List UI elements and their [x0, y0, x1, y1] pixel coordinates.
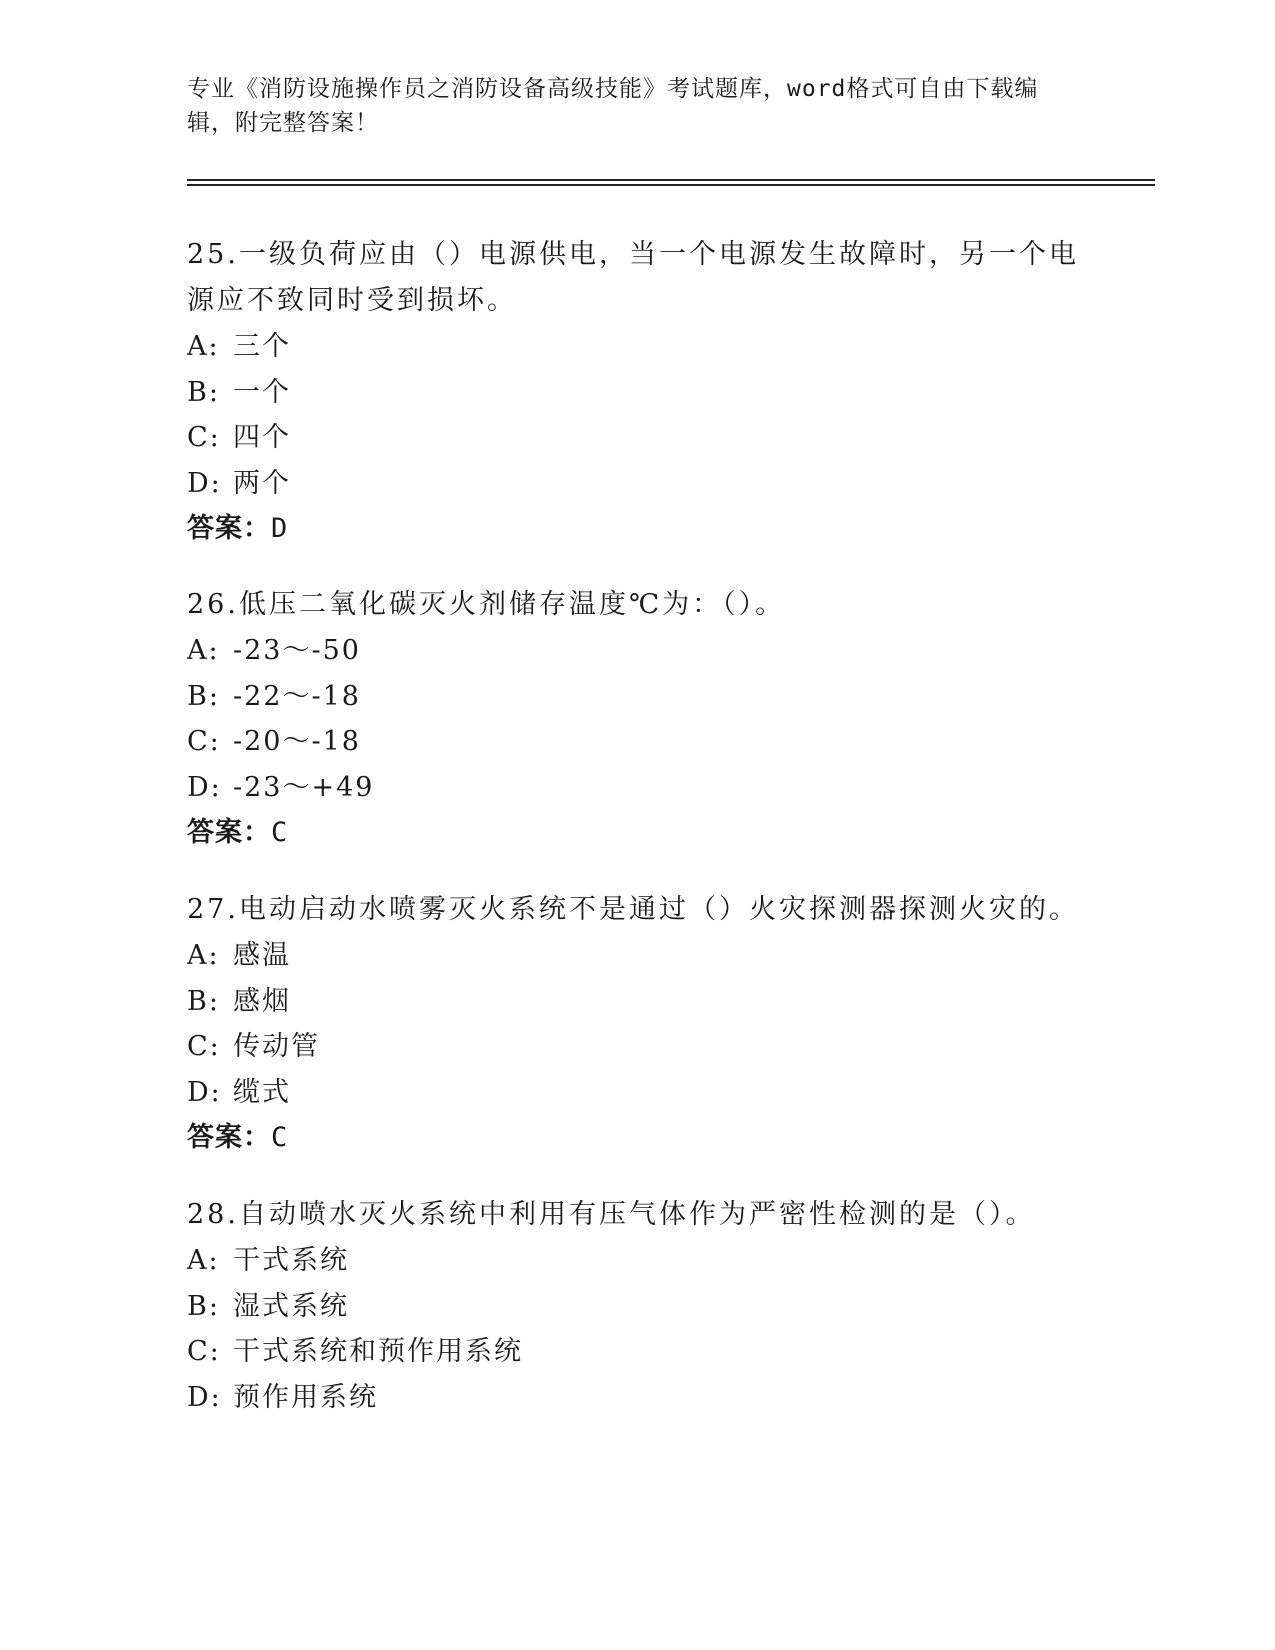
option-letter: B:: [187, 1290, 220, 1322]
option-c: [187, 415, 1087, 461]
answer-value: C: [271, 817, 289, 848]
option-letter: B:: [187, 985, 220, 1017]
option-d: [187, 1070, 1087, 1116]
option-letter: A:: [187, 635, 220, 666]
option-text: 三个: [233, 331, 291, 362]
answer-line: [187, 810, 1087, 855]
option-letter: D:: [187, 467, 222, 499]
option-c: [187, 719, 1087, 765]
option-letter: B:: [187, 376, 220, 408]
answer-label: 答案：: [187, 817, 271, 848]
option-b: [187, 674, 1087, 720]
question-stem: 28.自动喷水灭火系统中利用有压气体作为严密性检测的是（）。: [187, 1199, 1036, 1230]
option-text: 感烟: [233, 985, 291, 1017]
option-letter: B:: [187, 680, 220, 712]
option-c: [187, 1024, 1087, 1070]
option-text: 预作用系统: [233, 1381, 378, 1413]
question-stem: 25.一级负荷应由（）电源供电，当一个电源发生故障时，另一个电源应不致同时受到损坏。: [187, 239, 1079, 316]
option-text: -22～-18: [233, 680, 361, 712]
option-letter: A:: [187, 1245, 220, 1276]
option-letter: C:: [187, 1031, 221, 1062]
option-text: -20～-18: [233, 726, 361, 757]
option-d: [187, 1375, 1087, 1421]
answer-label: 答案：: [187, 513, 271, 544]
option-c: [187, 1329, 1087, 1375]
option-text: 两个: [233, 467, 291, 499]
option-b: [187, 370, 1087, 416]
option-d: [187, 765, 1087, 811]
option-text: -23～-50: [233, 635, 361, 666]
option-text: 湿式系统: [233, 1290, 349, 1322]
option-letter: C:: [187, 1336, 221, 1367]
question-25: [187, 232, 1087, 551]
header-divider-top: [187, 179, 1155, 181]
answer-value: D: [271, 513, 289, 544]
option-letter: C:: [187, 726, 221, 757]
option-a: [187, 933, 1087, 979]
option-text: 干式系统: [233, 1245, 349, 1276]
option-a: [187, 628, 1087, 674]
question-28: [187, 1192, 1087, 1420]
option-letter: D:: [187, 1381, 222, 1413]
option-b: [187, 1284, 1087, 1330]
question-stem: 27.电动启动水喷雾灭火系统不是通过（）火灾探测器探测火灾的。: [187, 894, 1079, 925]
option-letter: D:: [187, 1076, 222, 1108]
option-a: [187, 324, 1087, 370]
option-text: 感温: [233, 940, 291, 971]
option-text: 干式系统和预作用系统: [233, 1336, 523, 1367]
option-letter: A:: [187, 940, 220, 971]
answer-label: 答案：: [187, 1122, 271, 1153]
option-text: 传动管: [233, 1031, 320, 1062]
option-letter: C:: [187, 422, 221, 453]
option-b: [187, 979, 1087, 1025]
question-27: [187, 887, 1087, 1160]
option-d: [187, 461, 1087, 507]
question-26: [187, 582, 1087, 855]
option-text: 一个: [233, 376, 291, 408]
answer-value: C: [271, 1122, 289, 1153]
option-letter: A:: [187, 331, 220, 362]
option-letter: D:: [187, 771, 222, 803]
question-stem: 26.低压二氧化碳灭火剂储存温度℃为：（）。: [187, 589, 786, 620]
header-divider-bottom: [187, 184, 1155, 186]
option-text: 缆式: [233, 1076, 291, 1108]
answer-line: [187, 1115, 1087, 1160]
document-header: 专业《消防设施操作员之消防设备高级技能》考试题库，word格式可自由下载编辑，附完整答案！: [187, 76, 1039, 136]
option-a: [187, 1238, 1087, 1284]
option-text: 四个: [233, 422, 291, 453]
answer-line: [187, 506, 1087, 551]
option-text: -23～+49: [233, 771, 375, 803]
